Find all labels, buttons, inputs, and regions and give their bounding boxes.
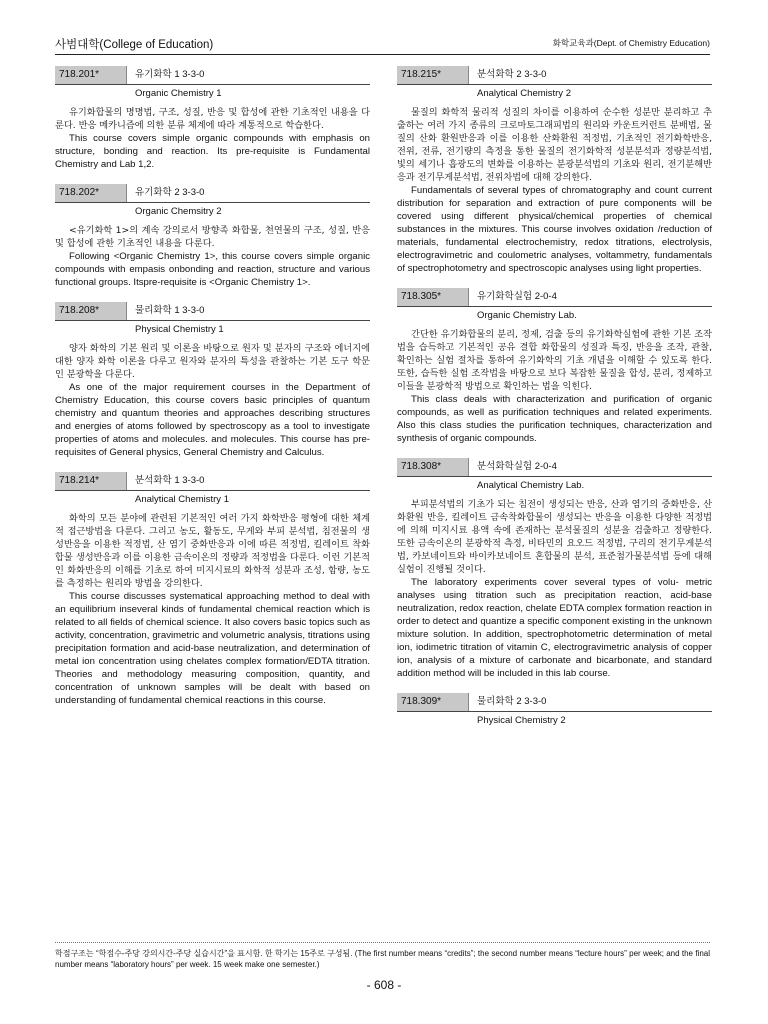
left-column <box>55 66 370 720</box>
course-desc-en: Fundamentals of several types of chromatography and count current distribution for separation and extraction of pure components will be covered using different physical/chemical properties of chemical substances in the mixtures. This course involves oxidation /reduction of materials, fundamental electrochemistry, redox titrations, electrolysis, electrogravimetric and coulometric analyses, voltammetry, fundamentals of spectrophotometry and spectroscopic analyses using light properties. <box>397 185 712 274</box>
course-title-en: Physical Chemistry 1 <box>135 324 224 335</box>
course-heading <box>397 458 712 477</box>
course-title-en: Organic Chemsitry 2 <box>135 206 222 217</box>
course-heading <box>397 66 712 85</box>
course-heading <box>55 472 370 491</box>
course-desc-en: The laboratory experiments cover several types of volu- metric analyses using titration such as precipitation reaction, acid-base neutralization, redox reaction, chelate EDTA complex formation reaction in order to detect and quantize a specific component existing in the unknown mixture solution. In addition, spectrophotometric determination of metal ion, iodimetric titration of vitamin C, electrogravimetric analysis of copper ion, analysis of a mixture of carbonate and bicarbonate, and standard addition method will be included in this lab course. <box>397 577 712 679</box>
course-title-en: Analytical Chemistry Lab. <box>477 480 585 491</box>
course-desc-en: Following <Organic Chemistry 1>, this course covers simple organic compounds with empasis onbonding and reaction, structure and various functional groups. Itspre-requisite is <Organic Chemistry 1>. <box>55 251 370 288</box>
course-desc-kr: 유기화합물의 명명법, 구조, 성질, 반응 및 합성에 관한 기초적인 내용을 다룬다. 반응 메카니즘에 의한 분류 체계에 따라 계통적으로 학습한다. <box>55 107 370 131</box>
course-title-en: Analytical Chemistry 1 <box>135 494 229 505</box>
credit-footnote: 학점구조는 “학점수-주당 강의시간-주당 실습시간”을 표시함. 한 학기는 15주로 구성됨. (The first number means “credits”; the second number means “lecture hours” per week; and the final number means “laboratory hours” per week. 15 week make one semester.) <box>55 949 710 969</box>
course-code: 718.309* <box>397 693 469 711</box>
course-title-en: Physical Chemistry 2 <box>477 715 566 726</box>
course-desc-en: This course discusses systematical approaching method to deal with an equilibrium inseveral kinds of fundamental chemical reaction which is related to all fields of chemical science. It also covers basic topics such as activity, concentration, gravimetric and volumetric analysis, titrations using precipitation formation and acid-base neutralization, and determination of metal ion concentration using chelates complex formation/EDTA titration. Theories and methodology measuring composition, quantity, and concentration of unknown samples will be dealt with based on understanding of fundamental chemical reactions in this course. <box>55 591 370 706</box>
course-desc-kr: 화학의 모든 분야에 관련된 기본적인 여러 가지 화학반응 평형에 대한 체계적 접근방법을 다룬다. 그리고 농도, 활동도, 무게와 부피 분석법, 침전물의 생성반응을 이용한 적정법, 산 염기 중화반응과 이에 따른 적정법, 킬레이트 착화합물 생성반응과 이를 이용한 금속이온의 정량과 적정법을 다룬다. 이런 기본적인 화화반응의 이해를 기초로 하여 미지시료의 화학적 성분과 조성, 함량, 농도를 측정하는 원리와 방법을 강의한다. <box>55 513 370 589</box>
course-title-kr: 유기화학 2 3-3-0 <box>135 187 205 198</box>
course-heading <box>55 184 370 203</box>
page-header <box>55 36 710 52</box>
course-title-en: Organic Chemistry Lab. <box>477 310 577 321</box>
course-code: 718.202* <box>55 184 127 202</box>
course-title-kr: 분석화학 2 3-3-0 <box>477 69 547 80</box>
course-entry <box>55 184 370 289</box>
course-heading <box>55 66 370 85</box>
course-entry <box>397 458 712 680</box>
right-column <box>397 66 712 742</box>
course-entry <box>55 302 370 459</box>
course-entry <box>397 66 712 275</box>
course-heading <box>397 288 712 307</box>
course-title-en: Organic Chemistry 1 <box>135 88 222 99</box>
course-entry <box>397 288 712 445</box>
course-desc-kr: 물질의 화학적 물리적 성질의 차이를 이용하여 순수한 성분만 분리하고 추출하는 여러 가지 종류의 크로마토그래피법의 원리와 카운트커런트 분배법, 물질의 산화 환원반응과 이를 이용한 산화환원 적정법, 기초적인 전기화학반응, 전위, 전류, 전기량의 측정을 통한 물질의 전기화학적 성분분석과 정량분석법, 빛의 세기나 흡광도의 변화를 이용하는 분광분석법의 기초와 원리, 전기분해반응과 전기무게분석법, 전위차법에 대해 강의한다. <box>397 107 712 183</box>
course-title-kr: 유기화학 1 3-3-0 <box>135 69 205 80</box>
course-entry <box>397 693 712 729</box>
course-entry <box>55 472 370 707</box>
course-title-kr: 분석화학실험 2-0-4 <box>477 461 557 472</box>
course-desc-kr: 간단한 유기화합물의 분리, 정제, 검출 등의 유기화학실험에 관한 기본 조작법을 습득하고 기본적인 공유 결합 화합물의 성질과 특징, 반응을 조작, 관찰, 확인하는 실험 절차를 통하여 유기화학의 기초 개념을 이해할 수 있도록 한다. 또한, 습득한 실험 조작법을 바탕으로 보다 복잡한 물질을 합성, 분리, 정제하고 이들을 분광학적 방법으로 확인하는 법을 익힌다. <box>397 329 712 392</box>
course-code: 718.208* <box>55 302 127 320</box>
department-name: 화학교육과(Dept. of Chemistry Education) <box>552 38 710 48</box>
course-code: 718.201* <box>55 66 127 84</box>
course-desc-kr: 양자 화학의 기본 원리 및 이론을 바탕으로 원자 및 분자의 구조와 에너지에 대한 양자 화학 이론을 다루고 원자와 분자의 특성을 관찰하는 기본 도구 학문인 분광학을 다룬다. <box>55 343 370 380</box>
course-title-en: Analytical Chemistry 2 <box>477 88 571 99</box>
footer-rule <box>55 942 710 943</box>
course-title-kr: 분석화학 1 3-3-0 <box>135 475 205 486</box>
college-name: 사범대학(College of Education) <box>55 39 214 51</box>
course-code: 718.215* <box>397 66 469 84</box>
course-code: 718.305* <box>397 288 469 306</box>
course-code: 718.214* <box>55 472 127 490</box>
course-heading <box>397 693 712 712</box>
header-rule <box>55 54 710 55</box>
course-code: 718.308* <box>397 458 469 476</box>
course-heading <box>55 302 370 321</box>
course-desc-kr: 부피분석법의 기초가 되는 침전이 생성되는 반응, 산과 염기의 중화반응, 산화환원 반응, 킬레이트 금속착화합물이 생성되는 반응을 이용한 다양한 적정법에 의해 미지시료 용액 속에 존재하는 분석물질의 성분을 검출하고 정량한다. 또한 금속이온의 분광학적 측정, 비타민의 요오드 적정법, 구리의 전기무게분석법, 카보네이트와 바이카보네이트 혼합물의 분석, 표준첨가물분석법 등에 대해 실험이 진행될 것이다. <box>397 499 712 575</box>
course-title-kr: 물리화학 2 3-3-0 <box>477 696 547 707</box>
course-desc-kr: <유기화학 1>의 계속 강의로서 방향족 화합물, 천연물의 구조, 성질, 반응 및 합성에 관한 기초적인 내용을 다룬다. <box>55 225 370 249</box>
page-number: - 608 - <box>366 978 402 992</box>
course-title-kr: 유기화학실험 2-0-4 <box>477 291 557 302</box>
course-desc-en: This course covers simple organic compounds with emphasis on structure, bonding and reaction. Its pre-requisite is Fundamental Chemistry and Lab 1,2. <box>55 133 370 170</box>
course-desc-en: This class deals with characterization and purification of organic compounds, as well as purification techniques and related experiments. Also this class studies the purification techniques, characterization and synthesis of organic compounds. <box>397 394 712 444</box>
course-entry <box>55 66 370 171</box>
course-desc-en: As one of the major requirement courses in the Department of Chemistry Education, this course covers basic principles of quantum chemistry and quantum theories and approaches describing structures and energies of atoms followed by spectroscopy as a tool to investigate properties of atoms and molecules. and molecules. This course has pre-requisites of General physics, General Chemistry and Calculus. <box>55 382 370 458</box>
course-title-kr: 물리화학 1 3-3-0 <box>135 305 205 316</box>
